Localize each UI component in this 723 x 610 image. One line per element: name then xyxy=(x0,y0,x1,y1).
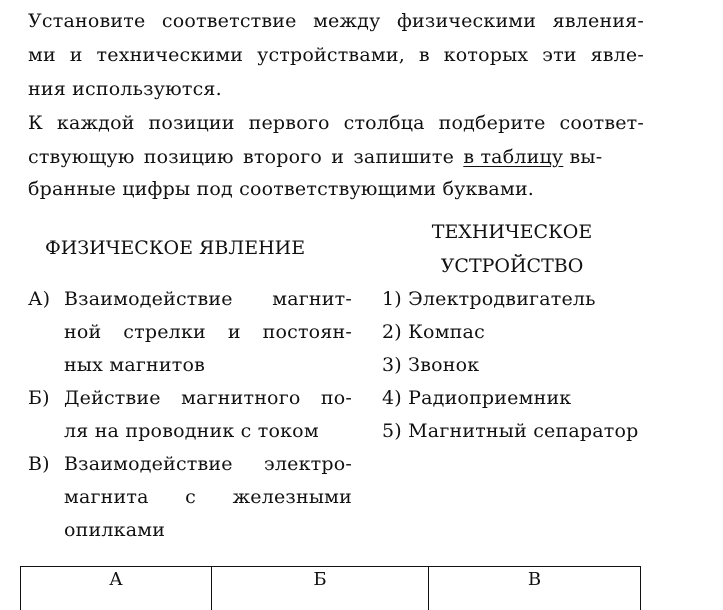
phenomenon-letter-a: А) xyxy=(28,287,50,311)
intro-line-6: бранные цифры под соответствующими буквами. xyxy=(28,177,534,201)
table-link-text: в таблицу xyxy=(463,146,563,168)
answer-table-header-row xyxy=(21,567,641,610)
device-label: Электродвигатель xyxy=(408,288,596,310)
phenomenon-a-line-1: Взаимодействие магнит- xyxy=(64,287,352,311)
phenomenon-v-line-3: опилками xyxy=(64,518,165,542)
intro-line-5 xyxy=(28,145,644,169)
device-number: 2) xyxy=(382,321,402,343)
answer-table xyxy=(20,566,641,610)
device-number: 1) xyxy=(382,288,402,310)
intro-line-5-part-a: ствующую позицию второго и запишите xyxy=(28,146,463,168)
device-item-1 xyxy=(382,287,596,311)
device-number: 3) xyxy=(382,354,402,376)
device-number: 4) xyxy=(382,387,402,409)
right-column-header-line-1: ТЕХНИЧЕСКОЕ xyxy=(392,220,632,244)
intro-line-4: К каждой позиции первого столбца подберите соответ- xyxy=(28,111,644,135)
device-number: 5) xyxy=(382,420,402,442)
device-label: Магнитный сепаратор xyxy=(408,420,638,442)
device-item-5 xyxy=(382,419,639,443)
answer-header-b: Б xyxy=(212,567,429,610)
device-label: Компас xyxy=(408,321,485,343)
right-column-header-line-2: УСТРОЙСТВО xyxy=(392,254,632,278)
device-item-4 xyxy=(382,386,571,410)
intro-line-1: Установите соответствие между физическими явления- xyxy=(28,9,644,33)
answer-header-v: В xyxy=(429,567,641,610)
phenomenon-a-line-2: ной стрелки и постоян- xyxy=(64,320,352,344)
phenomenon-b-line-2: ля на проводник с током xyxy=(64,419,319,443)
phenomenon-letter-v: В) xyxy=(28,452,50,476)
phenomenon-letter-b: Б) xyxy=(28,386,50,410)
phenomenon-b-line-1: Действие магнитного по- xyxy=(64,386,352,410)
intro-line-3: ния используются. xyxy=(28,77,222,101)
answer-header-a: А xyxy=(21,567,212,610)
intro-line-5-part-c: вы- xyxy=(563,146,602,168)
device-label: Радиоприемник xyxy=(408,387,571,409)
phenomenon-v-line-1: Взаимодействие электро- xyxy=(64,452,352,476)
device-item-3 xyxy=(382,353,479,377)
device-item-2 xyxy=(382,320,485,344)
intro-line-2: ми и техническими устройствами, в которых эти явле- xyxy=(28,43,644,67)
phenomenon-a-line-3: ных магнитов xyxy=(64,353,205,377)
device-label: Звонок xyxy=(408,354,479,376)
phenomenon-v-line-2: магнита с железными xyxy=(64,485,352,509)
left-column-header: ФИЗИЧЕСКОЕ ЯВЛЕНИЕ xyxy=(45,236,335,260)
